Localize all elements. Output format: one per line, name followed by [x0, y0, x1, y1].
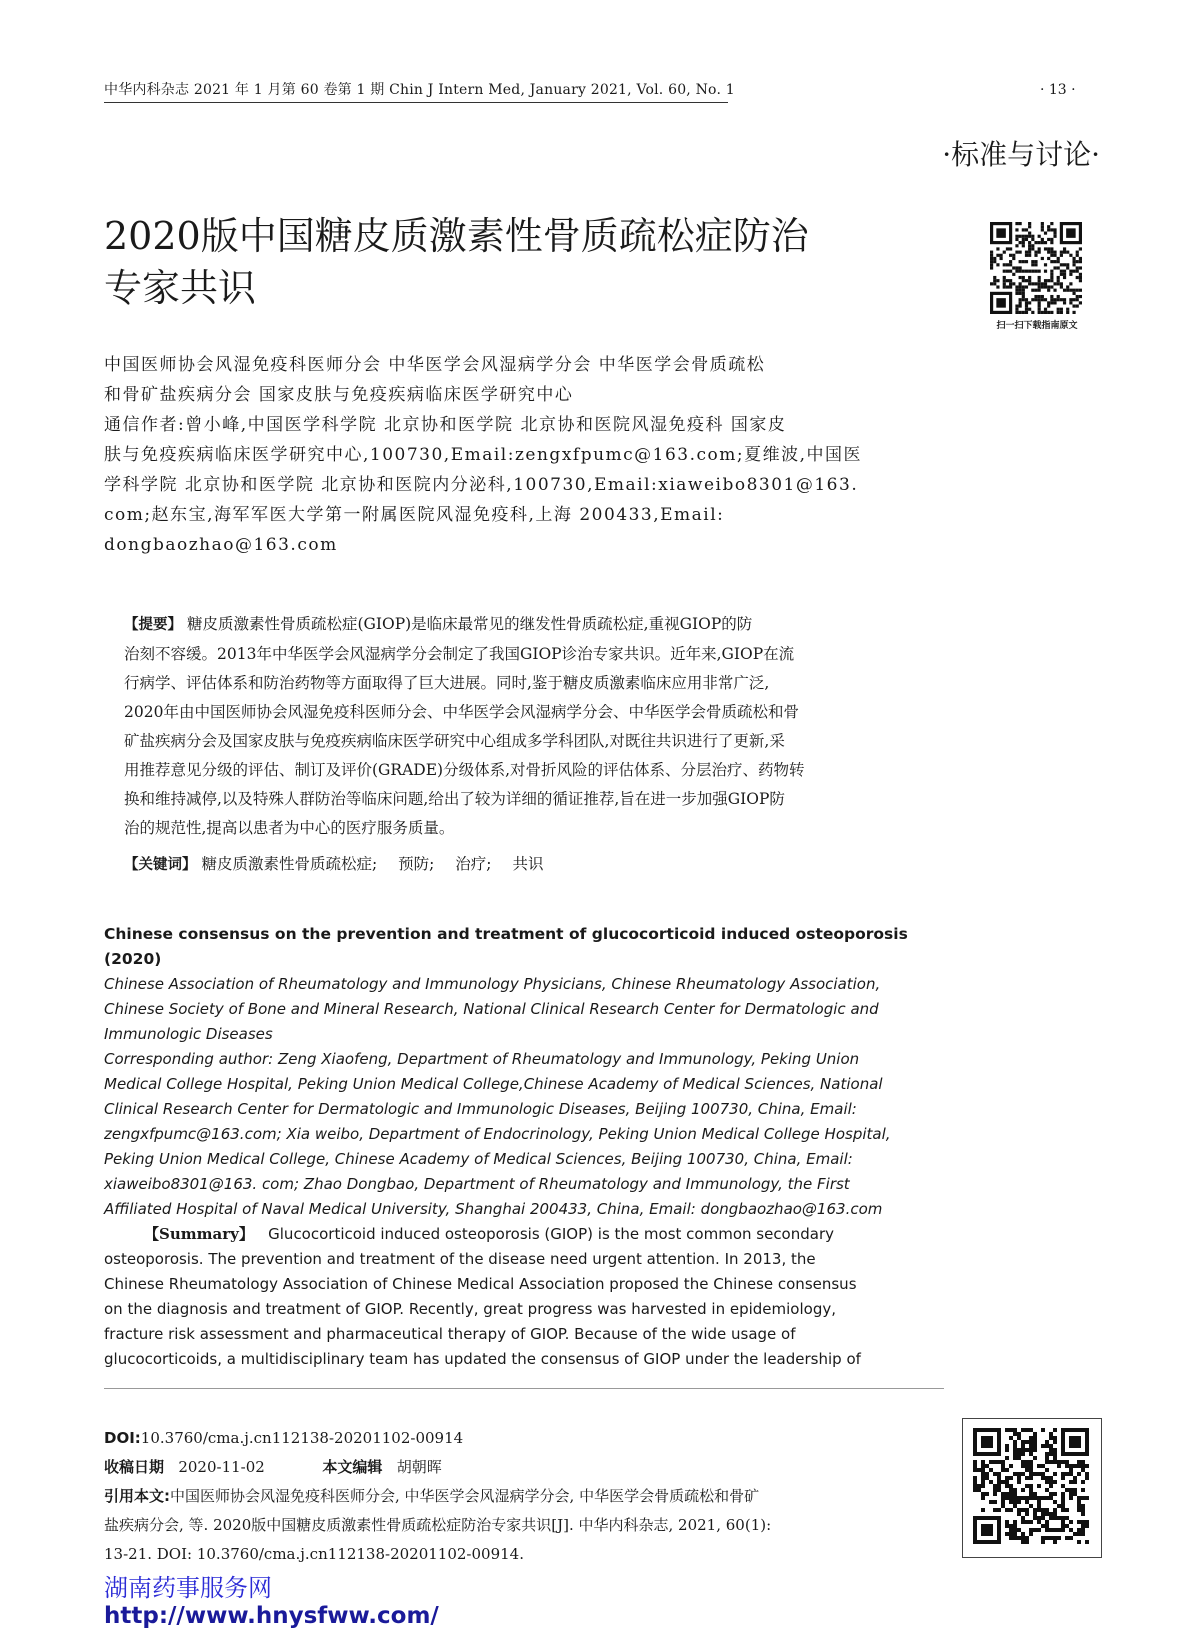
cite-label: 引用本文:: [104, 1487, 170, 1505]
abstract-line: 治刻不容缓。2013年中华医学会风湿病学分会制定了我国GIOP诊治专家共识。近年来,GIOP在流: [124, 645, 795, 663]
keyword: 治疗;: [455, 855, 492, 873]
title-line-2: 专家共识: [104, 266, 257, 310]
editor-label: 本文编辑: [322, 1458, 383, 1476]
qr-caption: 扫一扫下载指南原文: [996, 321, 1078, 331]
author-line: dongbaozhao@163.com: [104, 535, 338, 555]
english-affiliation-line: Chinese Society of Bone and Mineral Research, National Clinical Research Center for Dermatologic and: [104, 1000, 879, 1018]
section-label: ·标准与讨论·: [942, 138, 1100, 171]
english-affiliation-line: xiaweibo8301@163. com; Zhao Dongbao, Department of Rheumatology and Immunology, the First: [104, 1175, 850, 1193]
summary-line: Chinese Rheumatology Association of Chinese Medical Association proposed the Chinese consensus: [104, 1275, 857, 1293]
title-line-1: 2020版中国糖皮质激素性骨质疏松症防治: [104, 214, 809, 258]
doi-link[interactable]: 10.3760/cma.j.cn112138-20201102-00914: [140, 1429, 464, 1447]
english-affiliation-line: zengxfpumc@163.com; Xia weibo, Department of Endocrinology, Peking Union Medical College Hospital,: [104, 1125, 891, 1143]
author-affiliations: [104, 350, 916, 560]
qr-code-icon[interactable]: [973, 1428, 1089, 1544]
keywords-label: 【关键词】: [124, 857, 197, 873]
doi-label: DOI:: [104, 1429, 141, 1447]
keywords-chinese: [124, 850, 543, 879]
english-affiliation-line: Clinical Research Center for Dermatologic and Immunologic Diseases, Beijing 100730, China, Email:: [104, 1100, 857, 1118]
english-affiliation-line: Medical College Hospital, Peking Union Medical College,Chinese Academy of Medical Sciences, National: [104, 1075, 883, 1093]
editor-name: 胡朝晖: [396, 1458, 442, 1476]
author-line: 学科学院 北京协和医学院 北京协和医院内分泌科,100730,Email:xiaweibo8301@163.: [104, 475, 859, 495]
english-title-line: (2020): [104, 950, 162, 968]
abstract-line: 换和维持减停,以及特殊人群防治等临床问题,给出了较为详细的循证推荐,旨在进一步加强GIOP防: [124, 790, 785, 808]
watermark-url[interactable]: http://www.hnysfww.com/: [104, 1603, 439, 1629]
english-affiliation-line: Peking Union Medical College, Chinese Academy of Medical Sciences, Beijing 100730, China, Email:: [104, 1150, 853, 1168]
keyword: 糖皮质激素性骨质疏松症;: [201, 855, 378, 873]
qr-code-icon[interactable]: [990, 222, 1082, 314]
abstract-chinese: [124, 610, 916, 843]
abstract-line: 【提要】 糖皮质激素性骨质疏松症(GIOP)是临床最常见的继发性骨质疏松症,重视GIOP的防: [124, 615, 753, 633]
cite-line: 13-21. DOI: 10.3760/cma.j.cn112138-20201102-00914.: [104, 1545, 524, 1563]
author-line: 中国医师协会风湿免疫科医师分会 中华医学会风湿病学分会 中华医学会骨质疏松: [104, 355, 766, 375]
abstract-line: 用推荐意见分级的评估、制订及评价(GRADE)分级体系,对骨折风险的评估体系、分层治疗、药物转: [124, 761, 805, 779]
english-title-line: Chinese consensus on the prevention and treatment of glucocorticoid induced osteoporosis: [104, 925, 908, 943]
english-abstract: [104, 922, 916, 1372]
english-affiliation-line: Corresponding author: Zeng Xiaofeng, Department of Rheumatology and Immunology, Peking Union: [104, 1050, 860, 1068]
running-header: 中华内科杂志 2021 年 1 月第 60 卷第 1 期 Chin J Intern Med, January 2021, Vol. 60, No. 1: [104, 80, 728, 103]
doi-row: [104, 1424, 934, 1453]
author-line: 和骨矿盐疾病分会 国家皮肤与免疫疾病临床医学研究中心: [104, 385, 574, 405]
watermark-site-name: 湖南药事服务网: [104, 1574, 272, 1602]
abstract-line: 治的规范性,提高以患者为中心的医疗服务质量。: [124, 819, 455, 837]
english-affiliation-line: Chinese Association of Rheumatology and Immunology Physicians, Chinese Rheumatology Association,: [104, 975, 881, 993]
author-line: com;赵东宝,海军军医大学第一附属医院风湿免疫科,上海 200433,Email:: [104, 505, 725, 525]
received-row: [104, 1453, 934, 1482]
english-affiliation-line: Immunologic Diseases: [104, 1025, 273, 1043]
received-label: 收稿日期: [104, 1458, 165, 1476]
summary-line: on the diagnosis and treatment of GIOP. Recently, great progress was harvested in epidemiology,: [104, 1300, 836, 1318]
watermark: [104, 1574, 439, 1630]
cite-line: 盐疾病分会, 等. 2020版中国糖皮质激素性骨质疏松症防治专家共识[J]. 中华内科杂志, 2021, 60(1):: [104, 1516, 772, 1534]
summary-line: glucocorticoids, a multidisciplinary team has updated the consensus of GIOP under the leadership of: [104, 1350, 861, 1368]
footer-divider: [104, 1388, 944, 1389]
received-date: 2020-11-02: [178, 1458, 265, 1476]
summary-line: 【Summary】 Glucocorticoid induced osteoporosis (GIOP) is the most common secondary: [144, 1225, 835, 1243]
cite-row: 引用本文:中国医师协会风湿免疫科医师分会, 中华医学会风湿病学分会, 中华医学会骨质疏松和骨矿: [104, 1487, 760, 1505]
abstract-label: 【提要】: [124, 617, 182, 633]
keyword: 预防;: [398, 855, 435, 873]
keyword: 共识: [512, 855, 544, 873]
page-number: · 13 ·: [1040, 82, 1076, 98]
summary-label: 【Summary】: [144, 1225, 254, 1243]
author-line: 肤与免疫疾病临床医学研究中心,100730,Email:zengxfpumc@163.com;夏维波,中国医: [104, 445, 863, 465]
abstract-line: 2020年由中国医师协会风湿免疫科医师分会、中华医学会风湿病学分会、中华医学会骨质疏松和骨: [124, 703, 799, 721]
summary-line: osteoporosis. The prevention and treatment of the disease need urgent attention. In 2013, the: [104, 1250, 816, 1268]
author-line: 通信作者:曾小峰,中国医学科学院 北京协和医学院 北京协和医院风湿免疫科 国家皮: [104, 415, 787, 435]
abstract-line: 矿盐疾病分会及国家皮肤与免疫疾病临床医学研究中心组成多学科团队,对既往共识进行了更新,采: [124, 732, 785, 750]
english-affiliation-line: Affiliated Hospital of Naval Medical University, Shanghai 200433, China, Email: dongbaozhao@163.com: [104, 1200, 883, 1218]
summary-line: fracture risk assessment and pharmaceutical therapy of GIOP. Because of the wide usage of: [104, 1325, 796, 1343]
abstract-line: 行病学、评估体系和防治药物等方面取得了巨大进展。同时,鉴于糖皮质激素临床应用非常广泛,: [124, 674, 770, 692]
article-title: [104, 210, 924, 314]
article-meta: [104, 1424, 934, 1569]
